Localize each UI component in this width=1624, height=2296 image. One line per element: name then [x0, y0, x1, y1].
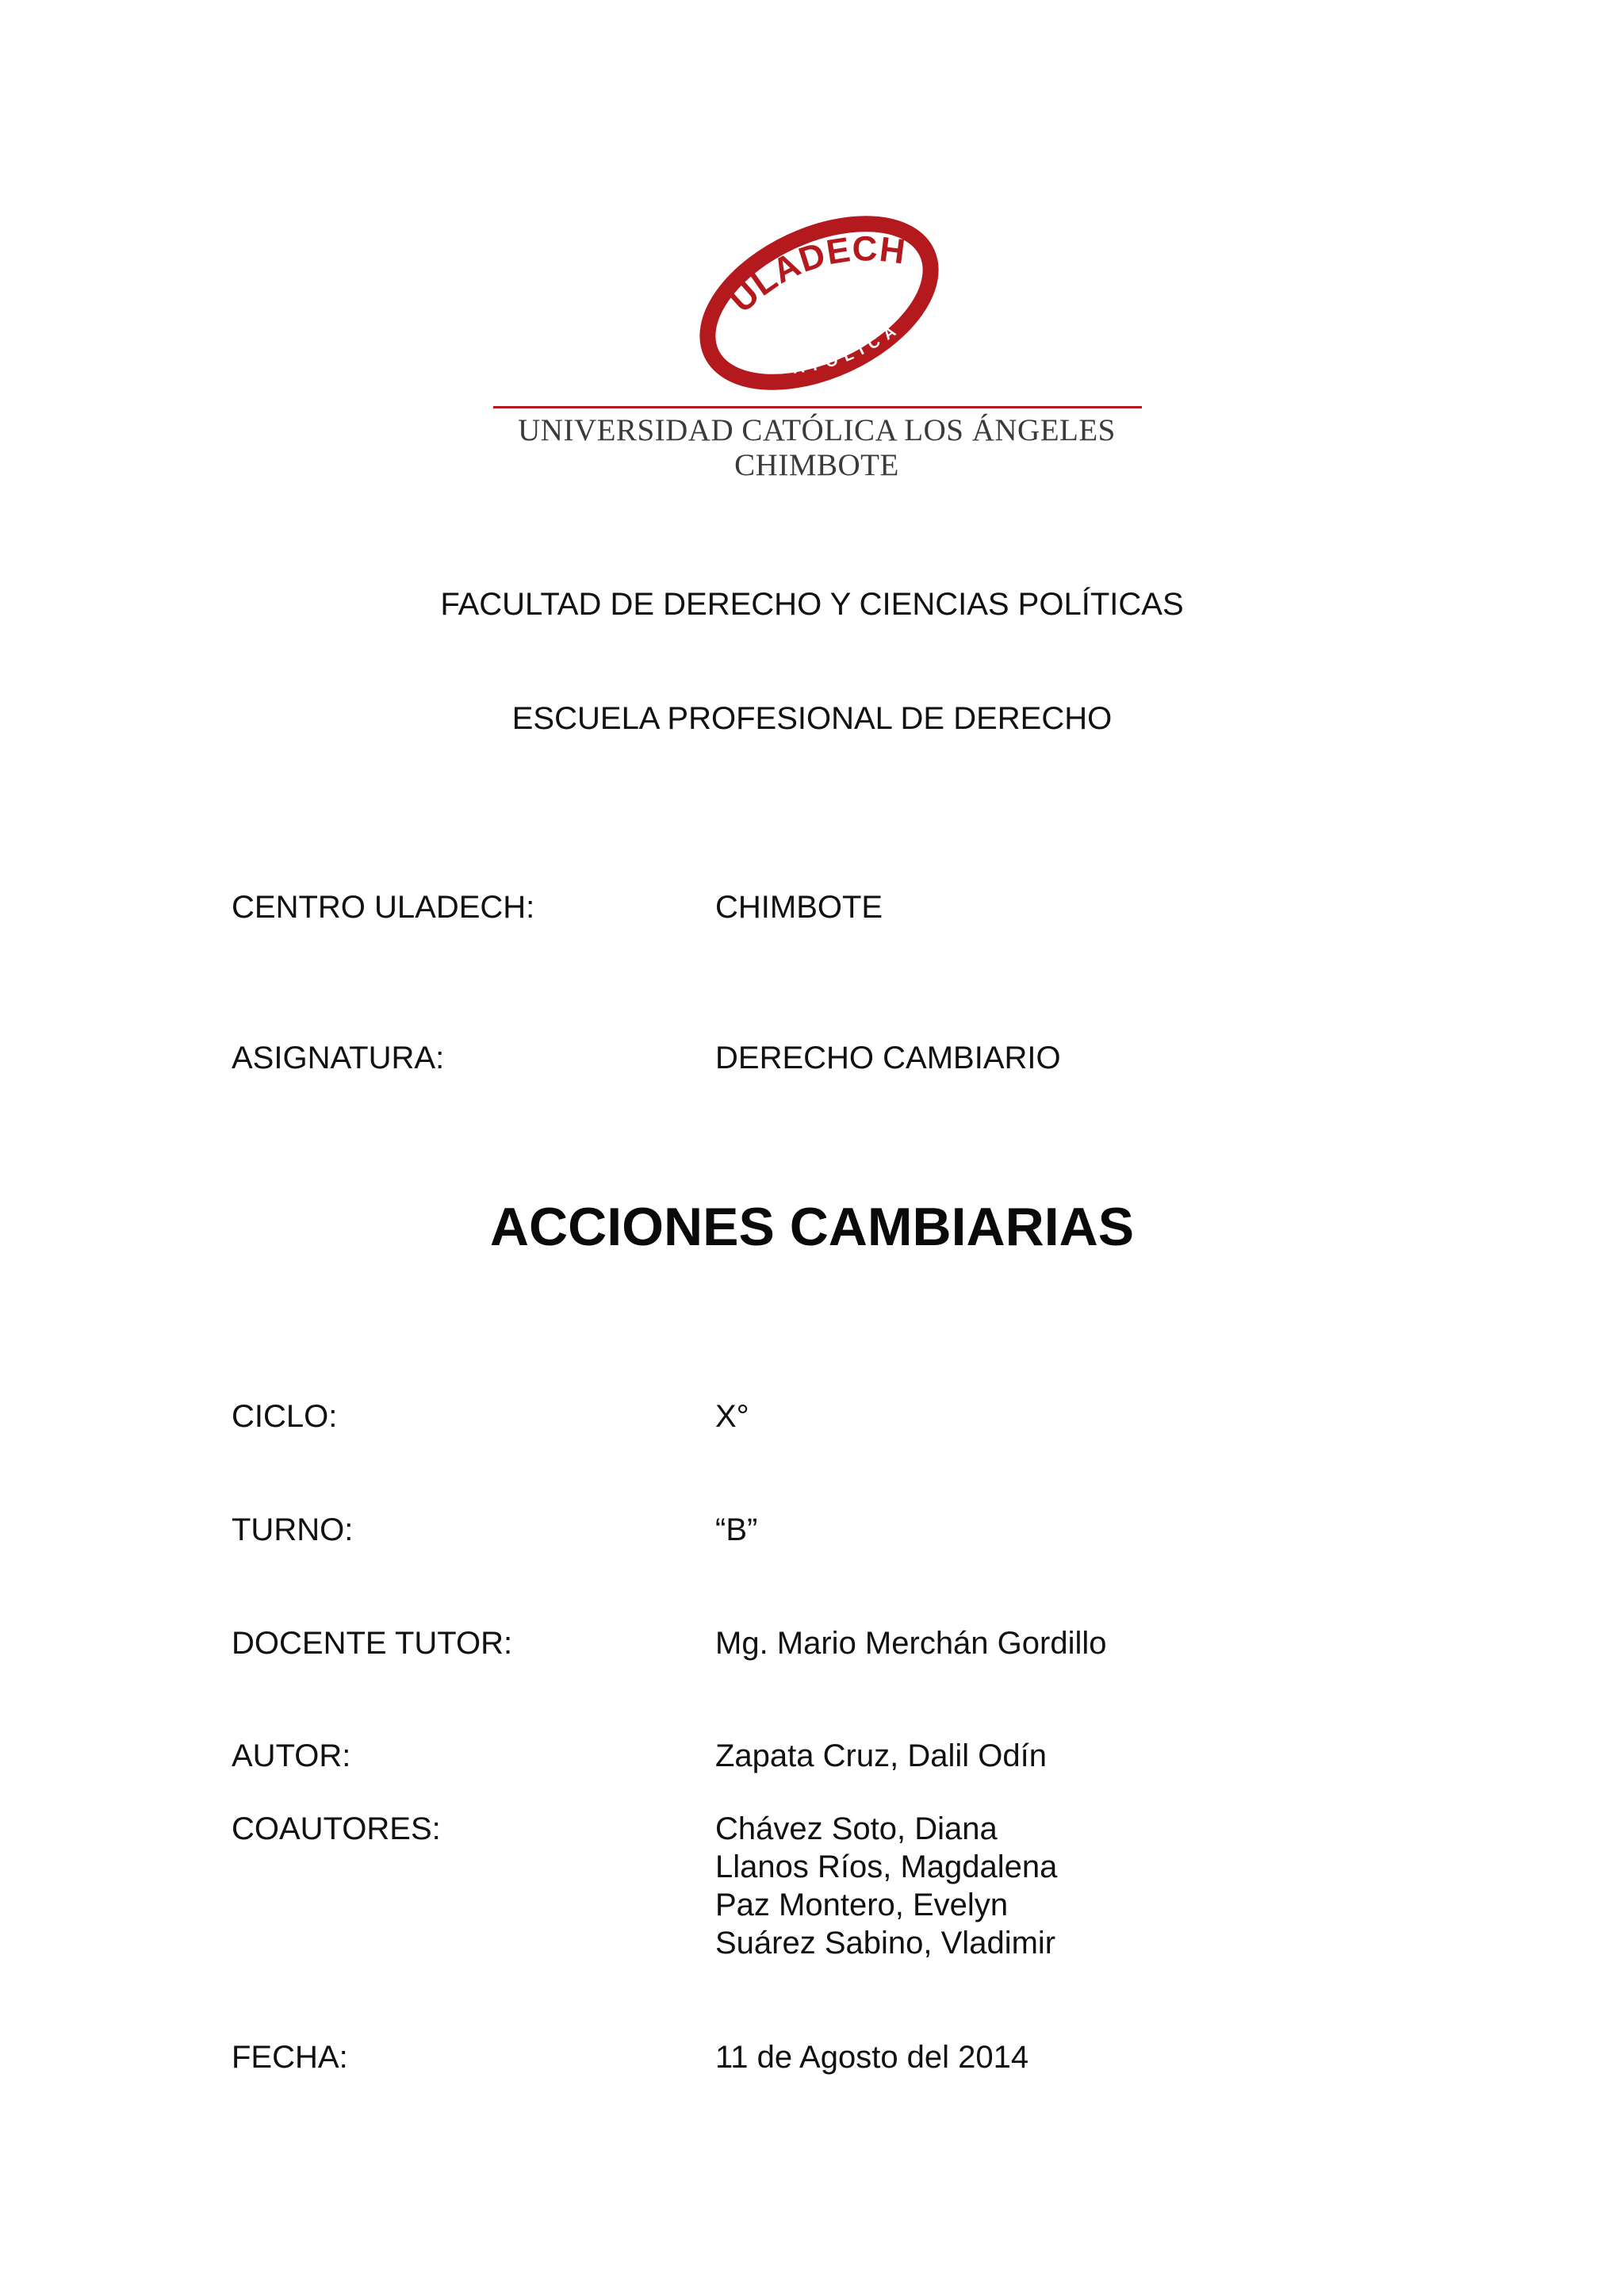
coauthor-item: Llanos Ríos, Magdalena [715, 1849, 1058, 1884]
fecha-value: 11 de Agosto del 2014 [715, 2040, 1029, 2075]
uladech-logo [688, 208, 950, 398]
svg-text:ULADECH [722, 229, 908, 320]
ciclo-label: CICLO: [232, 1399, 338, 1434]
faculty-heading: FACULTAD DE DERECHO Y CIENCIAS POLÍTICAS [440, 587, 1184, 622]
centro-label: CENTRO ULADECH: [232, 890, 535, 925]
docente-label: DOCENTE TUTOR: [232, 1626, 513, 1661]
logo-subtitle: CATÓLICA [774, 318, 906, 378]
asignatura-value: DERECHO CAMBIARIO [715, 1041, 1061, 1075]
document-title: ACCIONES CAMBIARIAS [489, 1197, 1135, 1257]
logo-wordmark: ULADECH [722, 229, 909, 320]
university-city: CHIMBOTE [734, 448, 899, 482]
turno-label: TURNO: [232, 1512, 354, 1547]
autor-value: Zapata Cruz, Dalil Odín [715, 1738, 1047, 1773]
turno-value: “B” [715, 1512, 758, 1547]
university-name: UNIVERSIDAD CATÓLICA LOS ÁNGELES [518, 413, 1116, 447]
docente-value: Mg. Mario Merchán Gordillo [715, 1626, 1107, 1661]
coauthor-item: Paz Montero, Evelyn [715, 1888, 1009, 1922]
logo-divider [493, 406, 1142, 408]
centro-value: CHIMBOTE [715, 890, 883, 925]
autor-label: AUTOR: [232, 1738, 351, 1773]
asignatura-label: ASIGNATURA: [232, 1041, 445, 1075]
coautores-label: COAUTORES: [232, 1811, 441, 1846]
ciclo-value: X° [715, 1399, 749, 1434]
fecha-label: FECHA: [232, 2040, 348, 2075]
school-heading: ESCUELA PROFESIONAL DE DERECHO [511, 701, 1113, 736]
uladech-logo-graphic [688, 208, 950, 398]
coauthor-item: Suárez Sabino, Vladimir [715, 1926, 1056, 1961]
coauthor-item: Chávez Soto, Diana [715, 1811, 998, 1846]
coautores-list [715, 1810, 1057, 1962]
